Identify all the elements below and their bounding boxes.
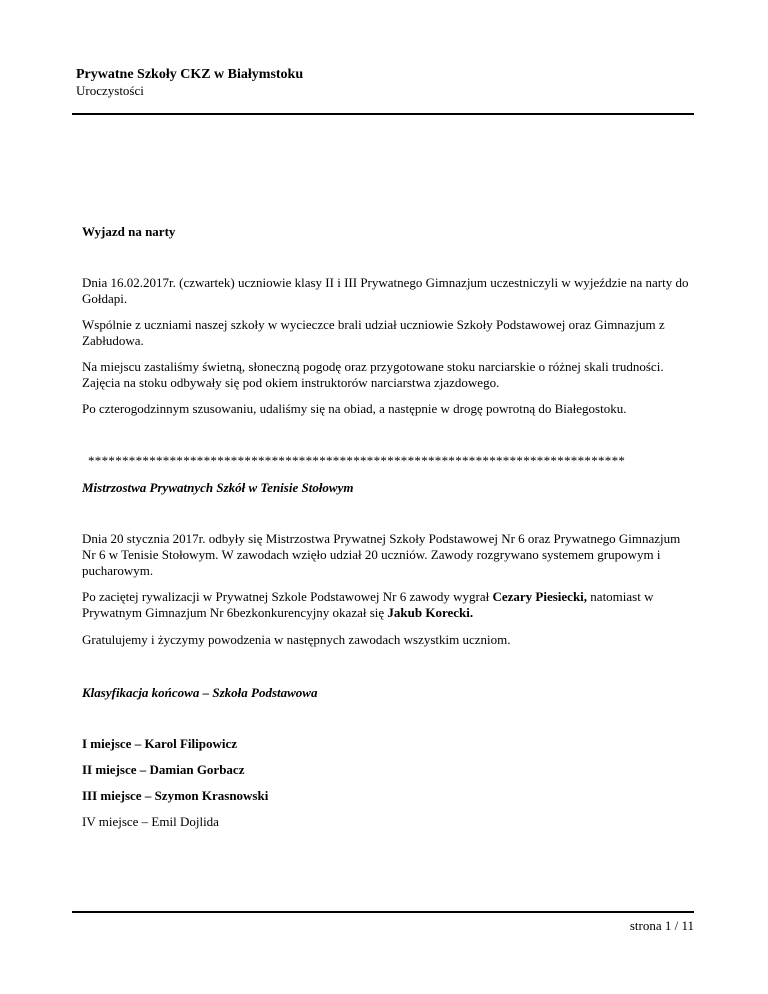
place-item: II miejsce – Damian Gorbacz — [82, 762, 245, 777]
article-heading-ski-trip: Wyjazd na narty — [82, 224, 176, 239]
paragraph: Dnia 16.02.2017r. (czwartek) uczniowie klasy II i III Prywatnego Gimnazjum uczestniczyli w wyjeździe na narty do Gołdapi. — [82, 275, 689, 306]
page-number: strona 1 / 11 — [629, 918, 694, 933]
header-divider — [72, 113, 694, 115]
article-heading-table-tennis: Mistrzostwa Prywatnych Szkół w Tenisie Stołowym — [82, 480, 354, 495]
place-item: IV miejsce – Emil Dojlida — [82, 814, 219, 829]
paragraph: Gratulujemy i życzymy powodzenia w następnych zawodach wszystkim uczniom. — [82, 632, 511, 647]
paragraph: Na miejscu zastaliśmy świetną, słoneczną pogodę oraz przygotowane stoku narciarskie o różnej skali trudności. Zajęcia na stoku odbywały się pod okiem instruktorów narciarstwa zjazdowego. — [82, 359, 664, 390]
place-item: III miejsce – Szymon Krasnowski — [82, 788, 269, 803]
paragraph-results — [76, 589, 694, 621]
page-subtitle: Uroczystości — [76, 83, 144, 98]
document-body — [76, 224, 694, 830]
text-segment: natomiast w Prywatnym Gimnazjum Nr 6bezkonkurencyjny okazał się — [82, 589, 654, 620]
section-separator: ******************************************************************************* — [88, 453, 626, 468]
paragraph: Wspólnie z uczniami naszej szkoły w wycieczce brali udział uczniowie Szkoły Podstawowej oraz Gimnazjum z Zabłudowa. — [82, 317, 665, 348]
classification-heading: Klasyfikacja końcowa – Szkoła Podstawowa — [82, 685, 318, 700]
place-item: I miejsce – Karol Filipowicz — [82, 736, 238, 751]
page-title: Prywatne Szkoły CKZ w Białymstoku — [76, 67, 304, 82]
footer-divider — [72, 911, 694, 913]
page-header — [76, 66, 303, 99]
paragraph: Dnia 20 stycznia 2017r. odbyły się Mistrzostwa Prywatnej Szkoły Podstawowej Nr 6 oraz Prywatnego Gimnazjum Nr 6 w Tenisie Stołowym. W zawodach wzięło udział 20 uczniów. Zawody rozgrywano systemem grupowym i pucharowym. — [82, 531, 681, 578]
paragraph: Po czterogodzinnym szusowaniu, udaliśmy się na obiad, a następnie w drogę powrotną do Białegostoku. — [82, 401, 627, 416]
text-segment: Po zaciętej rywalizacji w Prywatnej Szkole Podstawowej Nr 6 zawody wygrał — [82, 589, 493, 604]
winner-name: Jakub Korecki. — [387, 605, 474, 620]
winner-name: Cezary Piesiecki, — [492, 589, 588, 604]
